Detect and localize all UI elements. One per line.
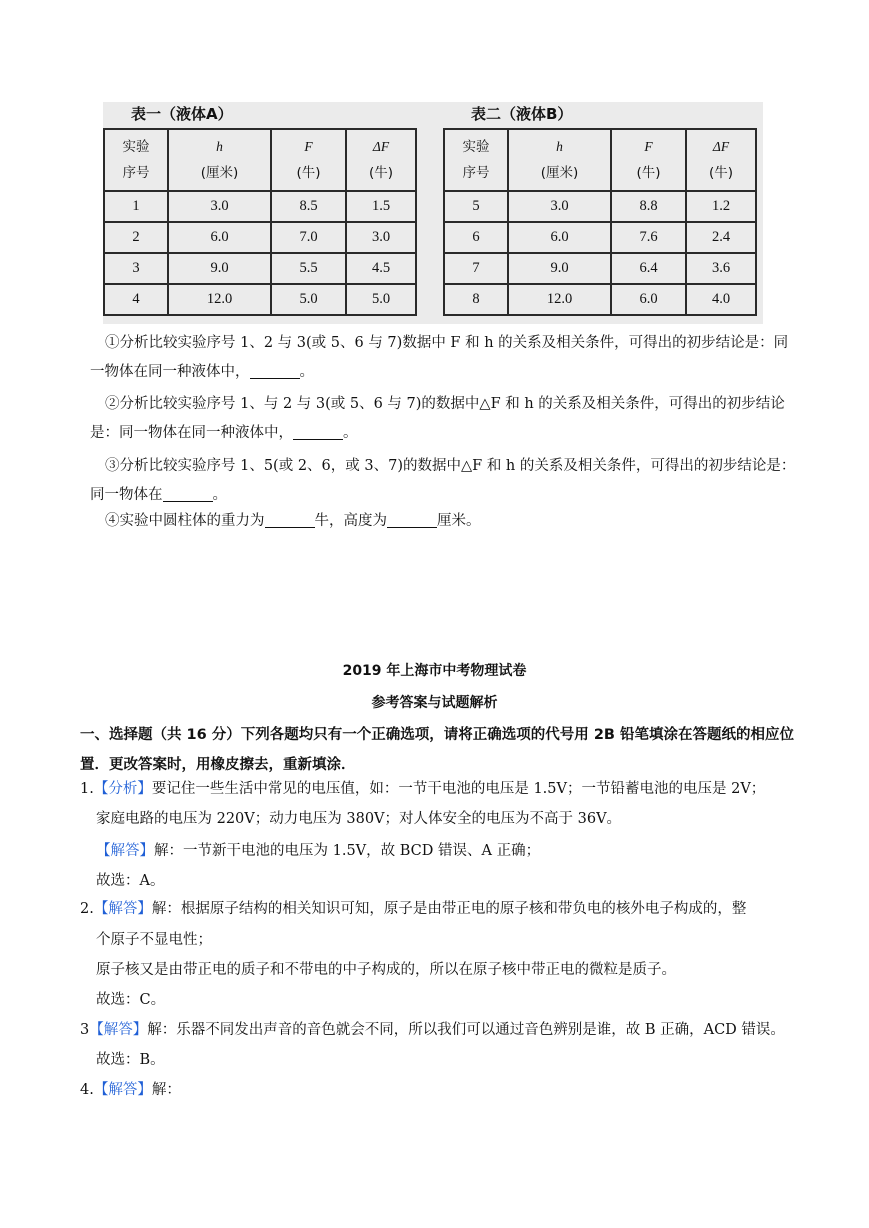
answer-blank [163, 486, 213, 502]
answer-4: 4.【解答】解： [80, 1082, 181, 1098]
table-row: 1 3.0 8.5 1.5 [104, 191, 416, 222]
answer-1-line-2: 家庭电路的电压为 220V；动力电压为 380V；对人体安全的电压为不高于 36V。 [96, 811, 622, 827]
table-a-head-df: ΔF (牛) [346, 129, 416, 191]
answer-blank [250, 363, 300, 379]
table-row: 7 9.0 6.4 3.6 [444, 253, 756, 284]
solution-tag: 【解答】 [93, 1082, 152, 1098]
answer-blank [387, 512, 437, 528]
solution-tag: 【解答】 [89, 1022, 148, 1038]
table-b-grid [443, 128, 757, 316]
table-b [443, 102, 757, 316]
answer-2-choice: 故选：C。 [96, 992, 166, 1008]
answers-title: 2019 年上海市中考物理试卷 [342, 663, 527, 679]
answer-1-choice: 故选：A。 [96, 873, 165, 889]
table-row: 4 12.0 5.0 5.0 [104, 284, 416, 315]
solution-tag: 【解答】 [96, 843, 154, 859]
section-heading: 一、选择题（共 16 分）下列各题均只有一个正确选项，请将正确选项的代号用 2B 铅笔填涂在答题纸的相应位置．更改答案时，用橡皮擦去，重新填涂． [80, 727, 795, 773]
answer-3: 3【解答】解：乐器不同发出声音的音色就会不同，所以我们可以通过音色辨别是谁，故 B 正确，ACD 错误。 [80, 1022, 785, 1038]
question-3: ③分析比较实验序号 1、5(或 2、6，或 3、7)的数据中△F 和 h 的关系及相关条件，可得出的初步结论是： 同一物体在 。 [90, 458, 796, 503]
table-row: 6 6.0 7.6 2.4 [444, 222, 756, 253]
question-4: ④实验中圆柱体的重力为 牛，高度为 厘米。 [105, 513, 481, 529]
table-a-caption: 表一（液体A） [131, 105, 233, 123]
table-row: 2 6.0 7.0 3.0 [104, 222, 416, 253]
table-row: 8 12.0 6.0 4.0 [444, 284, 756, 315]
table-row: 5 3.0 8.8 1.2 [444, 191, 756, 222]
answer-2: 2.【解答】解：根据原子结构的相关知识可知，原子是由带正电的原子核和带负电的核外电子构成的，整 [80, 901, 747, 917]
answer-blank [293, 424, 343, 440]
answer-1: 1.【分析】要记住一些生活中常见的电压值，如：一节干电池的电压是 1.5V；一节铅蓄电池的电压是 2V； [80, 781, 766, 797]
answer-2-line-2: 个原子不显电性； [96, 932, 212, 948]
answer-blank [265, 512, 315, 528]
answer-2-line-3: 原子核又是由带正电的质子和不带电的中子构成的，所以在原子核中带正电的微粒是质子。 [96, 962, 676, 978]
data-tables-image [103, 102, 763, 324]
solution-tag: 【解答】 [93, 901, 152, 917]
table-a-head-h: h (厘米) [168, 129, 271, 191]
answer-1-solution: 【解答】解：一节新干电池的电压为 1.5V，故 BCD 错误、A 正确； [96, 843, 541, 859]
analysis-tag: 【分析】 [93, 781, 152, 797]
table-b-head-h: h (厘米) [508, 129, 611, 191]
answer-3-choice: 故选：B。 [96, 1052, 165, 1068]
table-row: 3 9.0 5.5 4.5 [104, 253, 416, 284]
table-b-caption: 表二（液体B） [471, 105, 573, 123]
table-a-head-seq: 实验 序号 [104, 129, 168, 191]
table-b-head-seq: 实验 序号 [444, 129, 508, 191]
table-a-head-f: F (牛) [271, 129, 346, 191]
table-a [103, 102, 417, 316]
question-1: ①分析比较实验序号 1、2 与 3(或 5、6 与 7)数据中 F 和 h 的关系及相关条件，可得出的初步结论是：同 一物体在同一种液体中， 。 [90, 335, 789, 380]
table-b-head-df: ΔF (牛) [686, 129, 756, 191]
question-2: ②分析比较实验序号 1、与 2 与 3(或 5、6 与 7)的数据中△F 和 h 的关系及相关条件，可得出的初步结论 是：同一物体在同一种液体中， 。 [90, 396, 785, 441]
answers-subtitle: 参考答案与试题解析 [371, 695, 498, 711]
table-a-grid [103, 128, 417, 316]
table-b-head-f: F (牛) [611, 129, 686, 191]
